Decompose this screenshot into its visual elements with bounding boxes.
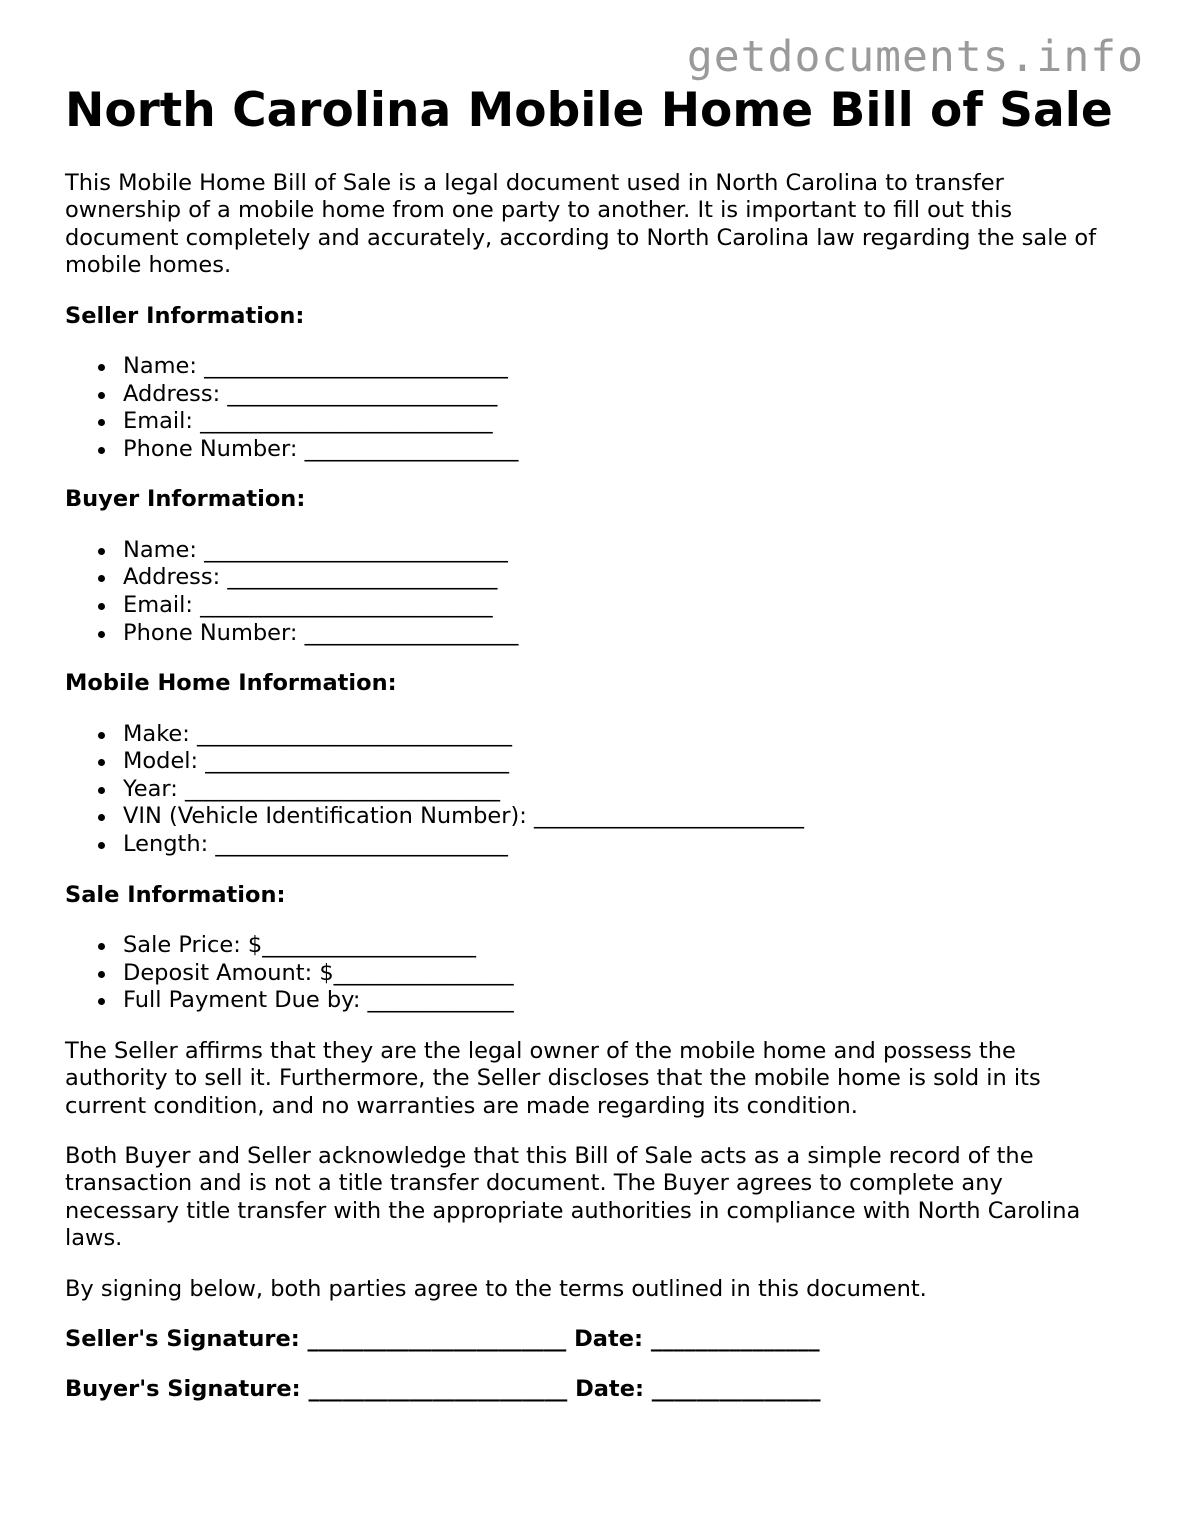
full-payment-due-field[interactable]: Full Payment Due by: _____________ [123, 987, 1115, 1015]
affirmation-paragraph: The Seller affirms that they are the legal owner of the mobile home and possess the authority to sell it. Furthermore, the Seller discloses that the mobile home is sold in its current condition, and no warranties are made regarding its condition. [65, 1037, 1041, 1119]
make-field[interactable]: Make: ____________________________ [123, 721, 1115, 749]
watermark: getdocuments.info [686, 32, 1144, 82]
seller-name-field[interactable]: Name: ___________________________ [123, 353, 1115, 381]
year-field[interactable]: Year: ____________________________ [123, 776, 1115, 804]
buyer-name-field[interactable]: Name: ___________________________ [123, 537, 1115, 565]
seller-information-heading: Seller Information: [65, 302, 305, 329]
mobile-home-information-heading: Mobile Home Information: [65, 670, 397, 697]
buyer-information-heading: Buyer Information: [65, 486, 306, 513]
seller-address-field[interactable]: Address: ________________________ [123, 381, 1115, 409]
length-field[interactable]: Length: __________________________ [123, 831, 1115, 859]
seller-phone-field[interactable]: Phone Number: ___________________ [123, 436, 1115, 464]
sale-information-heading: Sale Information: [65, 881, 286, 908]
seller-email-field[interactable]: Email: __________________________ [123, 408, 1115, 436]
mobile-home-information-list [65, 721, 1115, 859]
document-body [65, 84, 1115, 1404]
model-field[interactable]: Model: ___________________________ [123, 748, 1115, 776]
seller-information-list [65, 353, 1115, 463]
buyer-address-field[interactable]: Address: ________________________ [123, 564, 1115, 592]
document-title: North Carolina Mobile Home Bill of Sale [65, 83, 1113, 138]
sale-information-list [65, 932, 1115, 1015]
intro-paragraph: This Mobile Home Bill of Sale is a legal document used in North Carolina to transfer ownership of a mobile home from one party to another. It is important to fill out this document completely and accurately, according to North Carolina law regarding the sale of mobile homes. [65, 170, 1097, 279]
buyer-phone-field[interactable]: Phone Number: ___________________ [123, 620, 1115, 648]
sale-price-field[interactable]: Sale Price: $___________________ [123, 932, 1115, 960]
acknowledgement-paragraph: Both Buyer and Seller acknowledge that this Bill of Sale acts as a simple record of the transaction and is not a title transfer document. The Buyer agrees to complete any necessary title transfer with the appropriate authorities in compliance with North Carolina laws. [65, 1142, 1081, 1252]
buyer-email-field[interactable]: Email: __________________________ [123, 592, 1115, 620]
deposit-amount-field[interactable]: Deposit Amount: $________________ [123, 960, 1115, 988]
vin-field[interactable]: VIN (Vehicle Identification Number): ________________________ [123, 803, 1115, 831]
seller-signature-line[interactable]: Seller's Signature: _______________________ Date: _______________ [65, 1326, 820, 1352]
agreement-paragraph: By signing below, both parties agree to the terms outlined in this document. [65, 1275, 927, 1302]
buyer-signature-line[interactable]: Buyer's Signature: _______________________ Date: _______________ [65, 1376, 821, 1403]
buyer-information-list [65, 537, 1115, 647]
